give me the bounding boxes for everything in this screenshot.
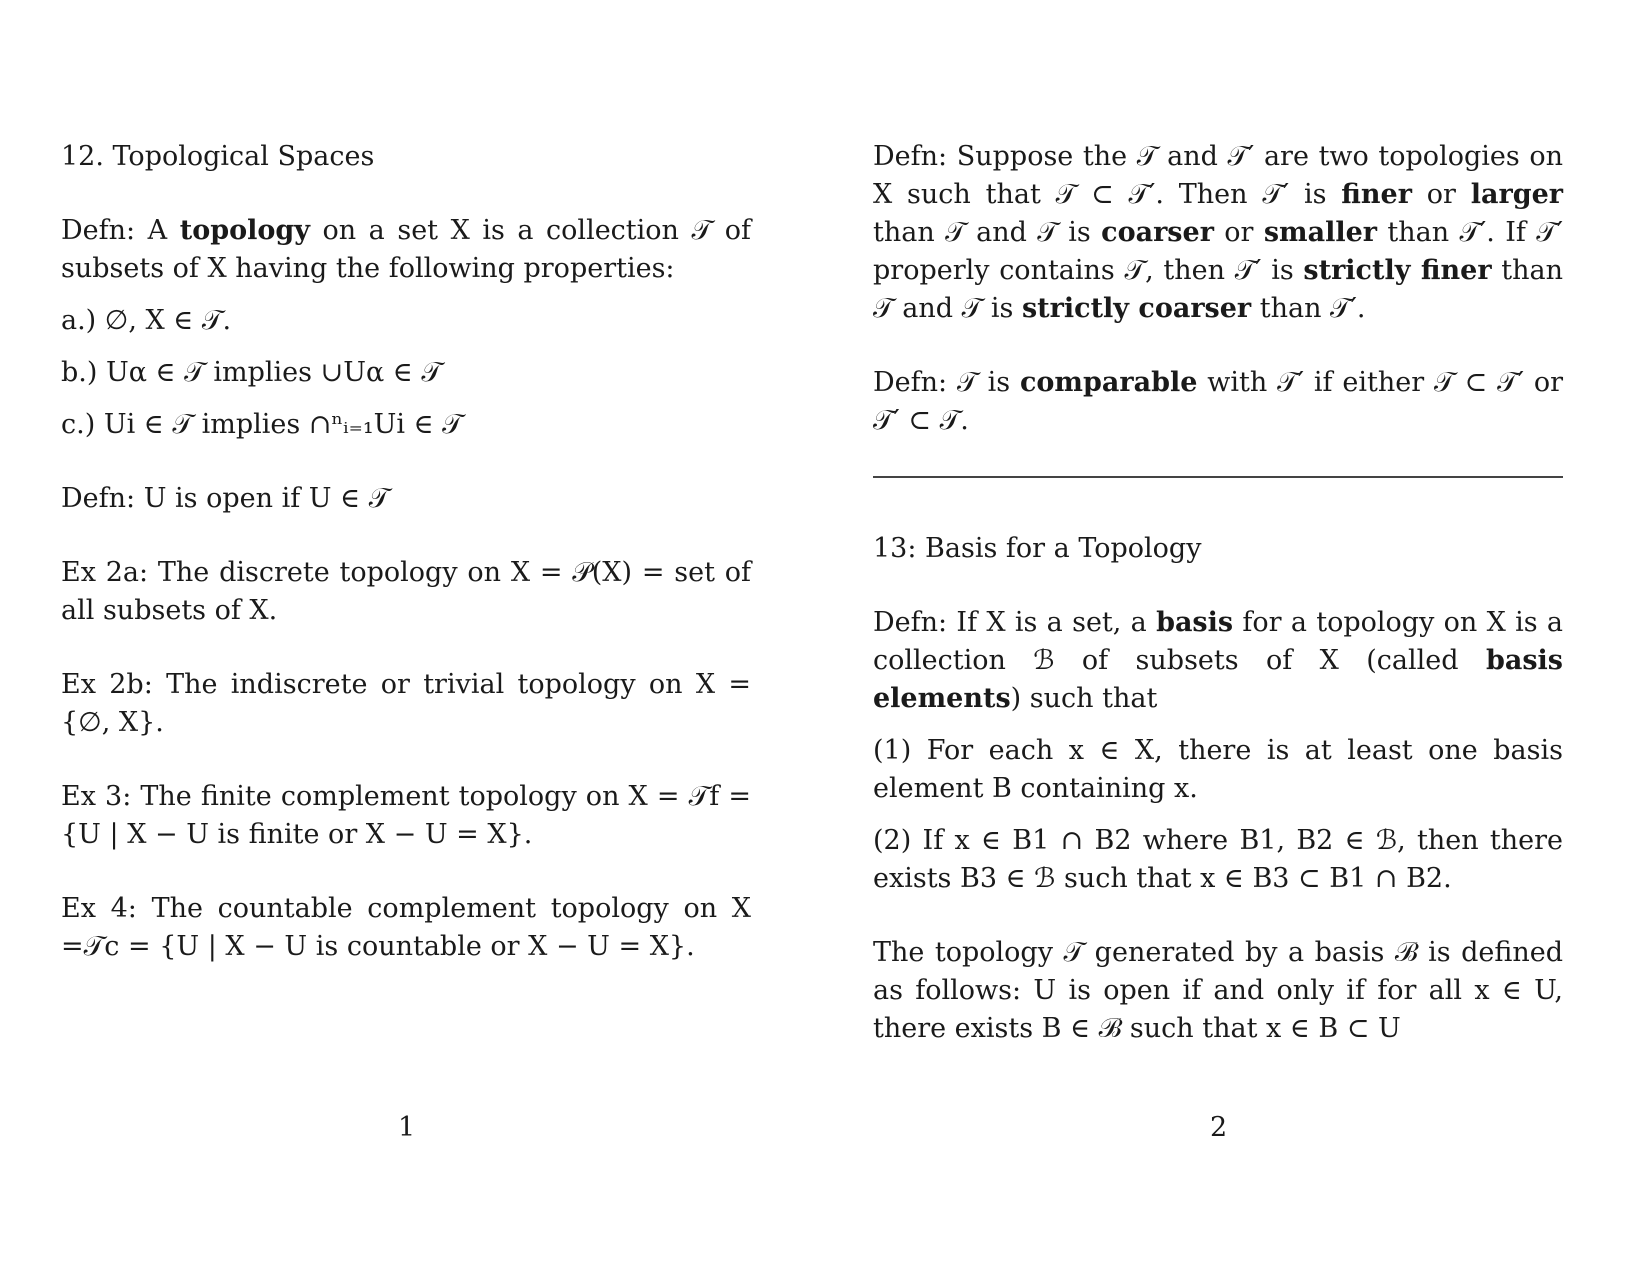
section-divider xyxy=(873,476,1563,478)
defn-basis-text: ) such that xyxy=(1010,683,1158,714)
defn-open: Defn: U is open if U ∈ 𝒯 xyxy=(61,483,390,514)
defn-comparable xyxy=(873,364,1563,440)
term-smaller: smaller xyxy=(1263,217,1377,248)
defn-basis-text: Defn: If X is a set, a xyxy=(873,607,1157,638)
term-comparable: comparable xyxy=(1019,367,1198,398)
page-number-2: 2 xyxy=(1210,1112,1228,1143)
defn-topology-post: on a set X is a collection 𝒯 of subsets of X having the following properties: xyxy=(61,215,751,284)
page-1 xyxy=(61,138,751,1002)
example-2a: Ex 2a: The discrete topology on X = 𝒫(X) = set of all subsets of X. xyxy=(61,557,751,626)
example-3: Ex 3: The finite complement topology on X = 𝒯f = {U | X − U is finite or X − U = X}. xyxy=(61,781,751,850)
defn-finer-text: than 𝒯′. xyxy=(1251,293,1366,324)
section-12-heading: 12. Topological Spaces xyxy=(61,141,375,172)
property-c: c.) Ui ∈ 𝒯 implies ∩ⁿᵢ₌₁Ui ∈ 𝒯 xyxy=(61,409,463,440)
section-13-heading: 13: Basis for a Topology xyxy=(873,533,1202,564)
term-finer: finer xyxy=(1341,179,1412,210)
term-larger: larger xyxy=(1470,179,1563,210)
defn-finer xyxy=(873,138,1563,328)
defn-finer-text: or xyxy=(1213,217,1264,248)
term-strictly-coarser: strictly coarser xyxy=(1021,293,1252,324)
property-b: b.) Uα ∈ 𝒯 implies ∪Uα ∈ 𝒯 xyxy=(61,357,443,388)
term-topology: topology xyxy=(179,215,310,246)
defn-finer-text: Defn: Suppose the 𝒯 and 𝒯′ are two topologies on X such that 𝒯 ⊂ 𝒯′. Then 𝒯′ is xyxy=(873,141,1563,210)
property-a: a.) ∅, X ∈ 𝒯. xyxy=(61,305,232,336)
term-strictly-finer: strictly finer xyxy=(1303,255,1492,286)
defn-topology xyxy=(61,212,751,288)
page-number-1: 1 xyxy=(398,1112,416,1143)
generated-topology: The topology 𝒯 generated by a basis ℬ is defined as follows: U is open if and only if for all x ∈ U, there exists B ∈ ℬ such that x ∈ B ⊂ U xyxy=(873,937,1563,1044)
defn-finer-text: than 𝒯 and 𝒯 is xyxy=(873,255,1563,324)
term-coarser: coarser xyxy=(1101,217,1214,248)
defn-finer-text: than 𝒯 and 𝒯 is xyxy=(873,217,1102,248)
defn-finer-text: or xyxy=(1411,179,1471,210)
defn-finer-text: than 𝒯′. If 𝒯′ properly contains 𝒯, then 𝒯′ is xyxy=(873,217,1564,286)
term-basis: basis xyxy=(1156,607,1234,638)
basis-condition-1: (1) For each x ∈ X, there is at least one basis element B containing x. xyxy=(873,735,1563,804)
defn-comparable-text: with 𝒯′ if either 𝒯 ⊂ 𝒯′ or 𝒯′ ⊂ 𝒯. xyxy=(873,367,1563,436)
basis-condition-2: (2) If x ∈ B1 ∩ B2 where B1, B2 ∈ ℬ, then there exists B3 ∈ ℬ such that x ∈ B3 ⊂ B1 ∩ B2. xyxy=(873,825,1563,894)
term-basis-elements: basis elements xyxy=(873,645,1563,714)
example-4: Ex 4: The countable complement topology on X =𝒯c = {U | X − U is countable or X − U = X}. xyxy=(61,893,751,962)
defn-comparable-text: Defn: 𝒯 is xyxy=(873,367,1020,398)
page-2 xyxy=(873,138,1563,1084)
defn-basis xyxy=(873,604,1563,718)
example-2b: Ex 2b: The indiscrete or trivial topology on X = {∅, X}. xyxy=(61,669,751,738)
defn-topology-pre: Defn: A xyxy=(61,215,180,246)
defn-basis-text: for a topology on X is a collection ℬ of subsets of X (called xyxy=(873,607,1564,676)
